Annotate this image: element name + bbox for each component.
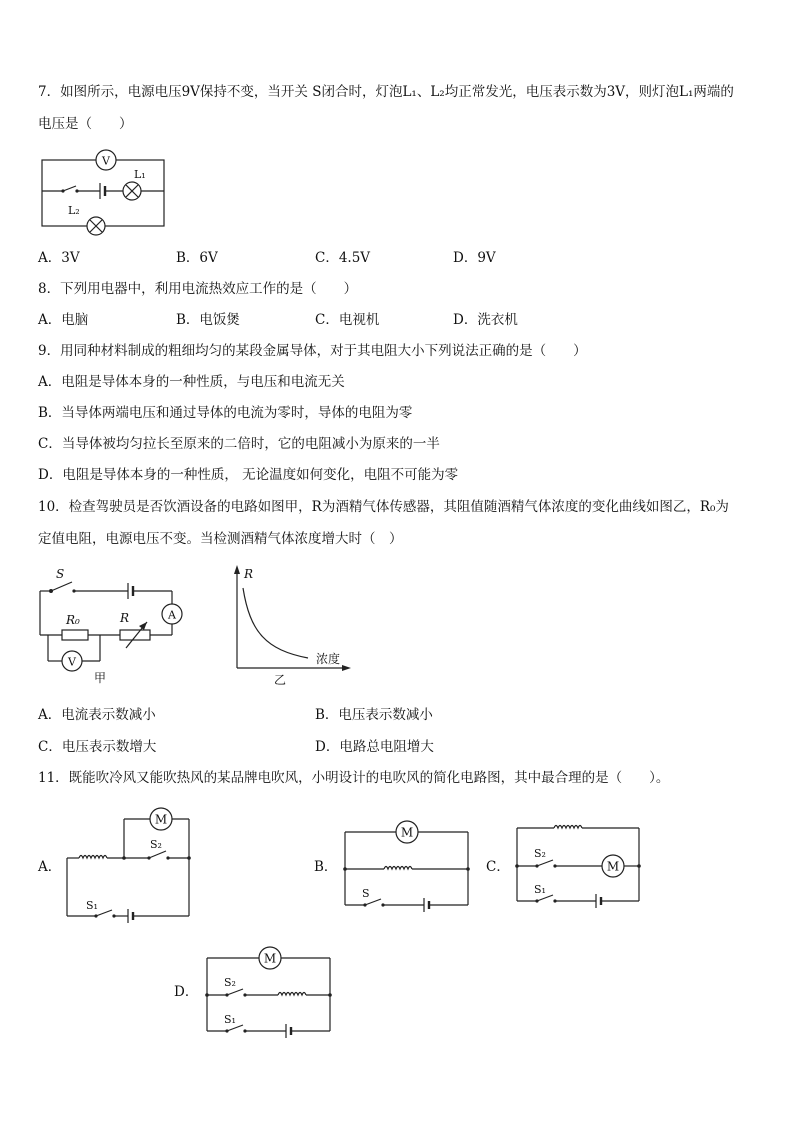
- q10-figure-yi-ylabel: R: [244, 567, 254, 581]
- q11-b-motor-label: M: [400, 825, 414, 840]
- q11-d-motor-label: M: [263, 951, 277, 966]
- q11-a-motor-label: M: [154, 812, 168, 827]
- q9-option-d: D．电阻是导体本身的一种性质， 无论温度如何变化，电阻不可能为零: [38, 467, 459, 483]
- q11-d-s1-label: S₁: [224, 1013, 236, 1026]
- q7-option-b: B．6V: [176, 250, 218, 266]
- q10-option-b: B．电压表示数减小: [315, 707, 433, 723]
- q10-option-d: D．电路总电阻增大: [315, 739, 434, 755]
- q7-option-d: D．9V: [453, 250, 496, 266]
- q11-a-s2-label: S₂: [150, 838, 162, 851]
- q8-option-b: B．电饭煲: [176, 312, 240, 328]
- q10-figure-jia: [34, 562, 204, 684]
- q11-circuit-c: [512, 820, 646, 908]
- q10-stem-line2: 定值电阻，电源电压不变。当检测酒精气体浓度增大时（ ）: [38, 531, 403, 547]
- q11-b-s-label: S: [362, 887, 370, 900]
- q11-c-s2-label: S₂: [534, 847, 546, 860]
- q11-label-b: B．: [314, 859, 338, 875]
- q8-option-d: D．洗衣机: [453, 312, 518, 328]
- q8-option-a: A．电脑: [38, 312, 89, 328]
- q11-label-a: A．: [38, 859, 62, 875]
- q11-circuit-a: [62, 806, 194, 924]
- q11-circuit-d: [202, 944, 336, 1038]
- q11-stem: 11．既能吹冷风又能吹热风的某品牌电吹风，小明设计的电吹风的简化电路图，其中最合理的是（ ）。: [38, 770, 670, 786]
- q11-circuit-b: [340, 816, 474, 912]
- q10-r0-label: R₀: [66, 613, 80, 627]
- q7-option-c: C．4.5V: [315, 250, 371, 266]
- q10-figure-jia-caption: 甲: [93, 671, 107, 685]
- q11-c-s1-label: S₁: [534, 883, 546, 896]
- q9-option-b: B．当导体两端电压和通过导体的电流为零时，导体的电阻为零: [38, 405, 413, 421]
- q9-option-c: C．当导体被均匀拉长至原来的二倍时，它的电阻减小为原来的一半: [38, 436, 440, 452]
- q10-figure-yi-xlabel: 浓度: [316, 652, 341, 666]
- q7-option-a: A．3V: [38, 250, 80, 266]
- q8-option-c: C．电视机: [315, 312, 380, 328]
- q11-label-d: D．: [174, 984, 199, 1000]
- q10-switch-label: S: [56, 567, 65, 581]
- q7-stem-line2: 电压是（ ）: [38, 116, 133, 132]
- q11-d-s2-label: S₂: [224, 976, 236, 989]
- q10-figure-yi-caption: 乙: [273, 673, 287, 687]
- q10-option-c: C．电压表示数增大: [38, 739, 157, 755]
- q7-lamp1-label: L₁: [134, 168, 146, 181]
- q11-a-s1-label: S₁: [86, 899, 98, 912]
- q7-lamp2-label: L₂: [68, 204, 80, 217]
- q11-c-motor-label: M: [606, 859, 620, 874]
- q7-circuit-diagram: [36, 146, 176, 241]
- q10-ammeter-label: A: [168, 608, 176, 622]
- q10-option-a: A．电流表示数减小: [38, 707, 156, 723]
- q7-voltmeter-label: V: [102, 154, 110, 168]
- q10-stem-line1: 10．检查驾驶员是否饮酒设备的电路如图甲，R为酒精气体传感器，其阻值随酒精气体浓度的变化曲线如图乙，R₀为: [38, 499, 729, 515]
- q10-figure-yi: [226, 562, 366, 686]
- q9-option-a: A．电阻是导体本身的一种性质，与电压和电流无关: [38, 374, 345, 390]
- q7-stem-line1: 7．如图所示，电源电压9V保持不变，当开关 S闭合时，灯泡L₁、L₂均正常发光，电压表示数为3V，则灯泡L₁两端的: [38, 84, 734, 100]
- q8-stem: 8．下列用电器中，利用电流热效应工作的是（ ）: [38, 281, 358, 297]
- q10-r-label: R: [120, 611, 130, 625]
- q11-label-c: C．: [486, 859, 510, 875]
- q9-stem: 9．用同种材料制成的粗细均匀的某段金属导体，对于其电阻大小下列说法正确的是（ ）: [38, 343, 587, 359]
- q10-voltmeter-label: V: [68, 655, 76, 669]
